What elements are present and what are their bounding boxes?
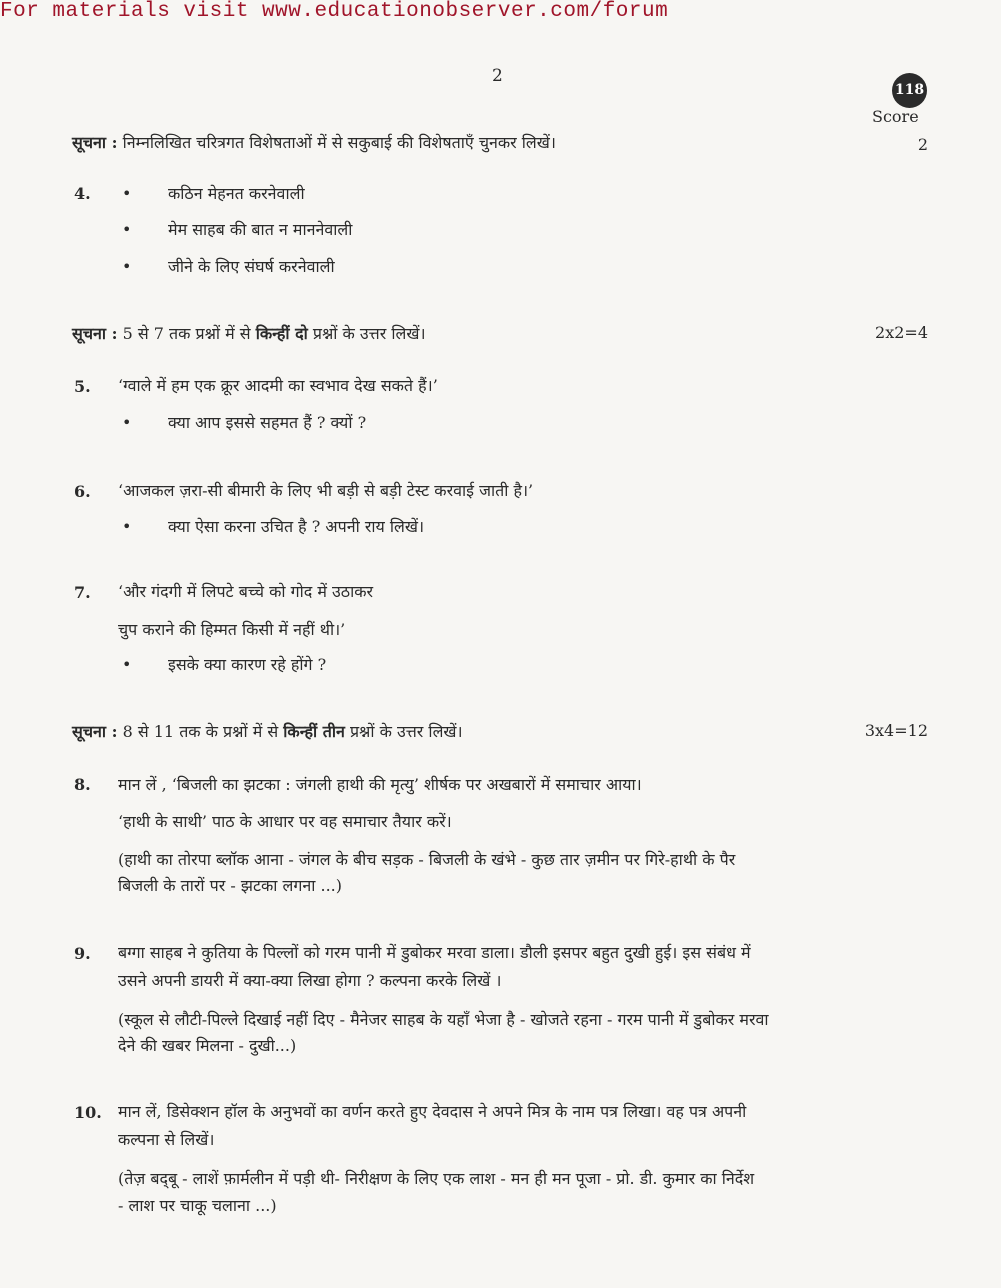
question-number: 10. (74, 1103, 102, 1122)
question-number: 4. (74, 184, 91, 203)
instruction-3 (72, 720, 463, 742)
option: कठिन मेहनत करनेवाली (168, 184, 305, 203)
question-text: बग्गा साहब ने कुतिया के पिल्लों को गरम पानी में डुबोकर मरवा डाला। डौली इसपर बहुत दुखी हुई। इस संबंध में (118, 943, 751, 962)
question-badge: 118 (892, 73, 927, 108)
question-hint: देने की खबर मिलना - दुखी...) (118, 1036, 297, 1055)
question-text: ‘आजकल ज़रा-सी बीमारी के लिए भी बड़ी से बड़ी टेस्ट करवाई जाती है।’ (118, 481, 534, 500)
question-text: मान लें , ‘बिजली का झटका : जंगली हाथी की मृत्यु’ शीर्षक पर अखबारों में समाचार आया। (118, 775, 642, 794)
question-number: 8. (74, 775, 91, 794)
question-hint: (हाथी का तोरपा ब्लॉक आना - जंगल के बीच सड़क - बिजली के खंभे - कुछ तार ज़मीन पर गिरे-हाथी के पैर (118, 850, 736, 869)
question-text: ‘ग्वाले में हम एक क्रूर आदमी का स्वभाव देख सकते हैं।’ (118, 376, 438, 395)
option: मेम साहब की बात न माननेवाली (168, 220, 353, 239)
bullet: • (122, 220, 132, 239)
question-hint: बिजली के तारों पर - झटका लगना ...) (118, 876, 342, 895)
instruction-text: 5 से 7 तक प्रश्नों में से (122, 324, 251, 343)
question-text: ‘और गंदगी में लिपटे बच्चे को गोद में उठाकर (118, 582, 374, 601)
question-text: मान लें, डिसेक्शन हॉल के अनुभवों का वर्णन करते हुए देवदास ने अपने मित्र के नाम पत्र लिखा। वह पत्र अपनी (118, 1102, 747, 1121)
option: जीने के लिए संघर्ष करनेवाली (168, 257, 335, 276)
question-text: उसने अपनी डायरी में क्या-क्या लिखा होगा ? कल्पना करके लिखें । (118, 971, 502, 990)
instruction-emphasis: किन्हीं तीन (283, 722, 345, 741)
marks-1: 2 (917, 135, 928, 154)
question-text: ‘हाथी के साथी’ पाठ के आधार पर वह समाचार तैयार करें। (118, 812, 452, 831)
score-label: Score (872, 107, 919, 126)
bullet: • (122, 413, 132, 432)
question-number: 9. (74, 944, 91, 963)
instruction-text: 8 से 11 तक के प्रश्नों में से (122, 722, 279, 741)
marks-2: 2x2=4 (875, 323, 928, 342)
instruction-label: सूचना : (72, 133, 118, 152)
sub-question: क्या आप इससे सहमत हैं ? क्यों ? (168, 413, 367, 432)
question-number: 6. (74, 482, 91, 501)
sub-question: इसके क्या कारण रहे होंगे ? (168, 655, 327, 674)
bullet: • (122, 517, 132, 536)
sub-question: क्या ऐसा करना उचित है ? अपनी राय लिखें। (168, 517, 425, 536)
question-hint: - लाश पर चाकू चलाना ...) (118, 1196, 277, 1215)
instruction-text: निम्नलिखित चरित्रगत विशेषताओं में से सकुबाई की विशेषताएँ चुनकर लिखें। (122, 133, 556, 152)
question-number: 7. (74, 583, 91, 602)
question-hint: (तेज़ बद्‌बू - लाशें फ़ार्मलीन में पड़ी थी- निरीक्षण के लिए एक लाश - मन ही मन पूजा - प्रो. डी. कुमार का निर्देश (118, 1169, 755, 1188)
question-text: कल्पना से लिखें। (118, 1130, 215, 1149)
question-text: चुप कराने की हिम्मत किसी में नहीं थी।’ (118, 620, 346, 639)
instruction-label: सूचना : (72, 324, 118, 343)
instruction-1 (72, 131, 556, 153)
instruction-emphasis: किन्हीं दो (255, 324, 308, 343)
question-number: 5. (74, 377, 91, 396)
page-number: 2 (492, 66, 503, 86)
question-hint: (स्कूल से लौटी-पिल्ले दिखाई नहीं दिए - मैनेजर साहब के यहाँ भेजा है - खोजते रहना - गरम पानी में डुबोकर मरवा (118, 1010, 769, 1029)
instruction-2 (72, 322, 426, 344)
bullet: • (122, 257, 132, 276)
instruction-text: प्रश्नों के उत्तर लिखें। (312, 324, 426, 343)
instruction-text: प्रश्नों के उत्तर लिखें। (349, 722, 463, 741)
source-banner: For materials visit www.educationobserver.com/forum (0, 0, 669, 23)
bullet: • (122, 184, 132, 203)
marks-3: 3x4=12 (864, 721, 928, 740)
instruction-label: सूचना : (72, 722, 118, 741)
bullet: • (122, 655, 132, 674)
